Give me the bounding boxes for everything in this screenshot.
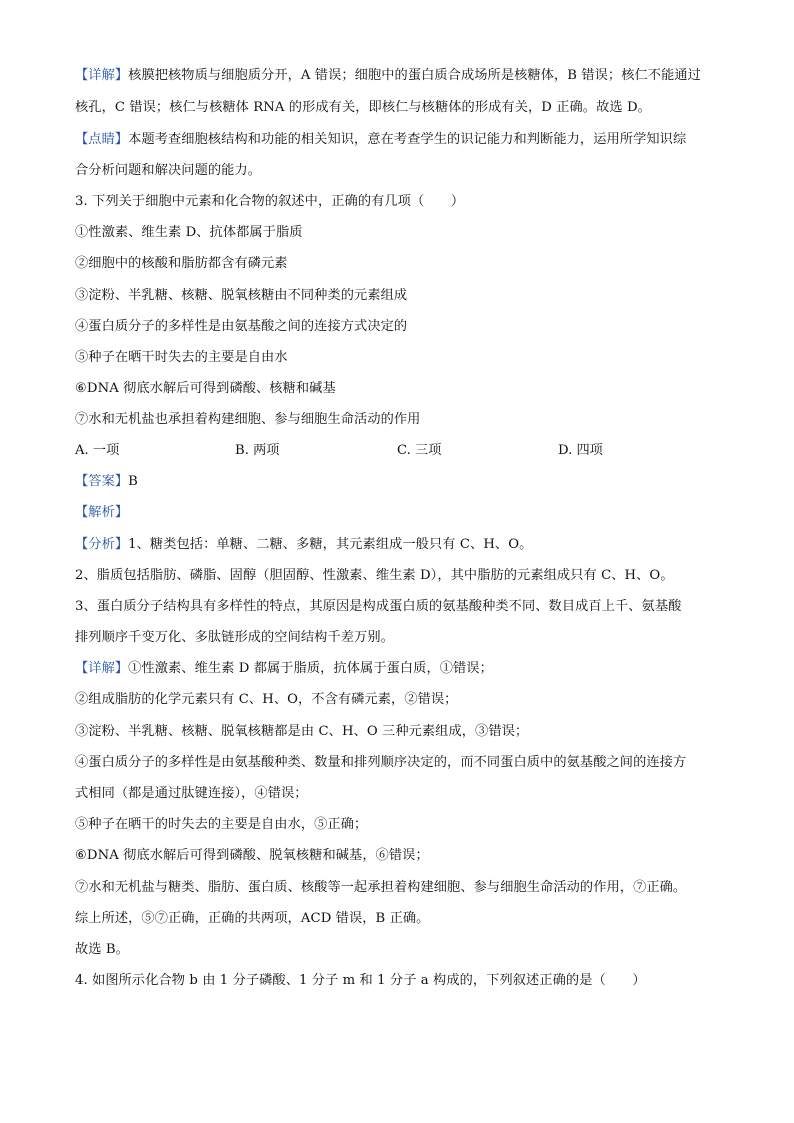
explain-line-5: ⑤种子在晒干的时失去的主要是自由水，⑤正确； (75, 817, 368, 832)
analysis-heading (75, 503, 725, 523)
explain-text-1: ①性激素、维生素 D 都属于脂质，抗体属于蛋白质，①错误； (128, 661, 493, 676)
question-4: 4. 如图所示化合物 b 由 1 分子磷酸、1 分子 m 和 1 分子 a 构成的，下列叙述正确的是（ ） (75, 973, 646, 988)
analysis-line-3b: 排列顺序千变万化、多肽链形成的空间结构千差万别。 (75, 630, 394, 645)
tip-line-2: 合分析问题和解决问题的能力。 (75, 163, 262, 178)
tip-tag: 【点睛】 (75, 132, 129, 147)
option-a: A. 一项 (75, 443, 120, 458)
explain-line-7: ⑦水和无机盐与糖类、脂肪、蛋白质、核酸等一起承担着构建细胞、参与细胞生命活动的作用，⑦正确。 (75, 880, 687, 895)
statement-1: ①性激素、维生素 D、抗体都属于脂质 (75, 225, 303, 240)
option-d: D. 四项 (558, 443, 603, 458)
detail-text: 核膜把核物质与细胞质分开，A 错误；细胞中的蛋白质合成场所是核糖体，B 错误；核仁不能通过 (128, 68, 701, 83)
explain-line-4b: 式相同（都是通过肽键连接），④错误； (75, 786, 308, 801)
statement-4: ④蛋白质分子的多样性是由氨基酸之间的连接方式决定的 (75, 319, 408, 334)
fenxi-text: 1、糖类包括：单糖、二糖、多糖，其元素组成一般只有 C、H、O。 (128, 537, 533, 552)
explain-tag: 【详解】 (75, 661, 129, 676)
detail-tag: 【详解】 (75, 68, 129, 83)
statement-2: ②细胞中的核酸和脂肪都含有磷元素 (75, 256, 288, 271)
detail-line-2: 核孔，C 错误；核仁与核糖体 RNA 的形成有关，即核仁与核糖体的形成有关，D 正确。故选 D。 (75, 100, 651, 115)
explain-line-2: ②组成脂肪的化学元素只有 C、H、O，不含有磷元素，②错误； (75, 692, 458, 707)
option-c: C. 三项 (397, 443, 442, 458)
statement-3: ③淀粉、半乳糖、核糖、脱氧核糖由不同种类的元素组成 (75, 288, 408, 303)
tip-line-1 (75, 130, 725, 150)
option-b: B. 两项 (235, 443, 280, 458)
explain-line-4a: ④蛋白质分子的多样性是由氨基酸种类、数量和排列顺序决定的，而不同蛋白质中的氨基酸之间的连接方 (75, 755, 687, 770)
summary-line: 综上所述，⑤⑦正确，正确的共两项，ACD 错误，B 正确。 (75, 911, 430, 926)
answer-text: B (128, 474, 138, 489)
tip-text: 本题考查细胞核结构和功能的相关知识，意在考查学生的识记能力和判断能力，运用所学知识综 (128, 132, 687, 147)
explain-line-3: ③淀粉、半乳糖、核糖、脱氧核糖都是由 C、H、O 三种元素组成，③错误； (75, 724, 529, 739)
fenxi-tag: 【分析】 (75, 537, 129, 552)
choose-line: 故选 B。 (75, 942, 129, 957)
analysis-line-2: 2、脂质包括脂肪、磷脂、固醇（胆固醇、性激素、维生素 D），其中脂肪的元素组成只有 C、H、O。 (75, 568, 674, 583)
explain-line-6: ⑥DNA 彻底水解后可得到磷酸、脱氧核糖和碱基，⑥错误； (75, 848, 429, 863)
question-3: 3. 下列关于细胞中元素和化合物的叙述中，正确的有几项（ ） (75, 194, 465, 209)
statement-5: ⑤种子在晒干时失去的主要是自由水 (75, 350, 288, 365)
analysis-tag: 【解析】 (75, 505, 129, 520)
statement-6: ⑥DNA 彻底水解后可得到磷酸、核糖和碱基 (75, 381, 336, 396)
analysis-line-1 (75, 535, 725, 555)
answer-line (75, 472, 725, 492)
analysis-line-3a: 3、蛋白质分子结构具有多样性的特点，其原因是构成蛋白质的氨基酸种类不同、数目成百上千、氨基酸 (75, 599, 682, 614)
detail-line-1 (75, 66, 725, 86)
statement-7: ⑦水和无机盐也承担着构建细胞、参与细胞生命活动的作用 (75, 412, 421, 427)
answer-tag: 【答案】 (75, 474, 129, 489)
explain-line-1 (75, 659, 725, 679)
